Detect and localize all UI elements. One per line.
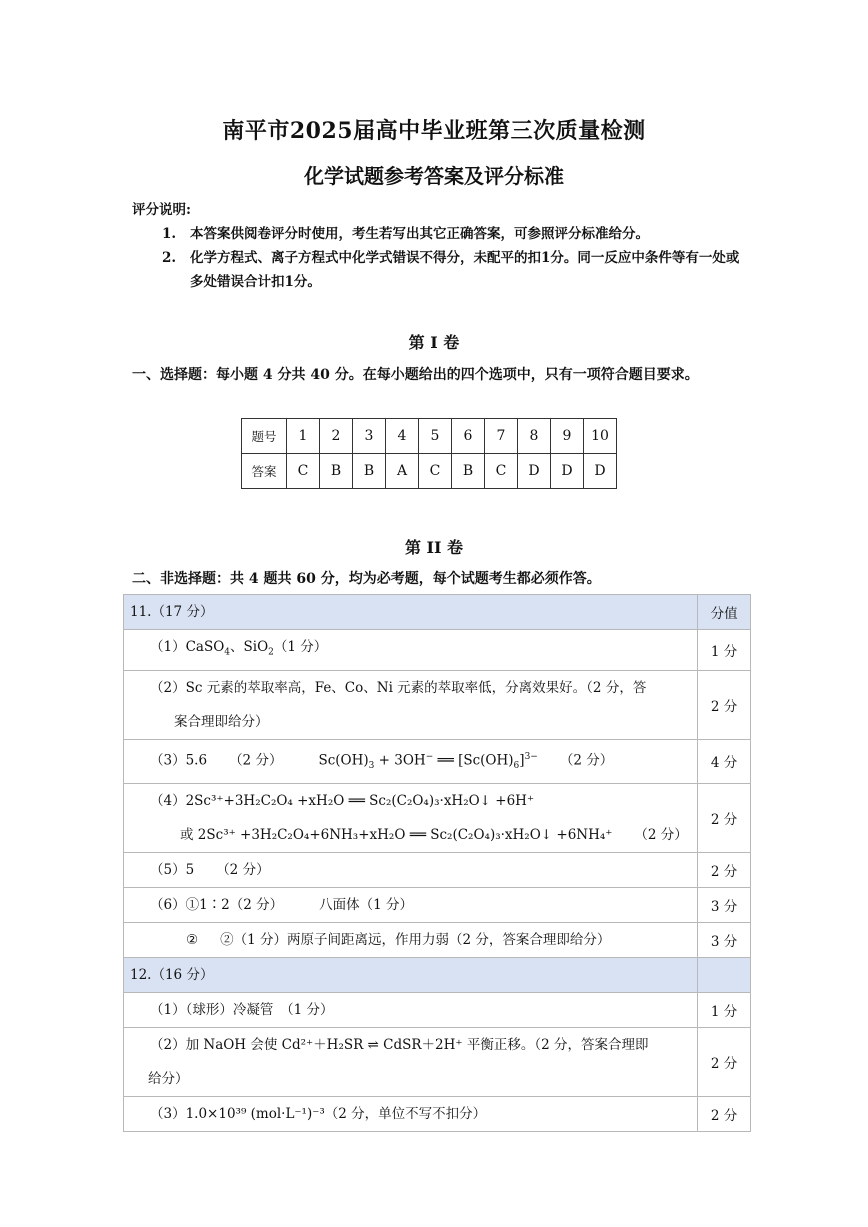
scoring-notes — [132, 198, 752, 294]
table-row — [124, 887, 751, 922]
table-row — [124, 922, 751, 957]
question-number: 2 — [320, 419, 353, 454]
table-row — [124, 1096, 751, 1131]
answer-text: （6）①1∶2（2 分） 八面体（1 分） — [150, 896, 414, 913]
question-number: 7 — [485, 419, 518, 454]
score-cell: 3 分 — [698, 922, 751, 957]
score-cell: 2 分 — [698, 670, 751, 739]
part1-heading: 一、选择题：每小题 4 分共 40 分。在每小题给出的四个选项中，只有一项符合题目要求。 — [132, 367, 699, 383]
answer-text: （2）Sc 元素的萃取率高，Fe、Co、Ni 元素的萃取率低，分离效果好。（2 分，答 案合理即给分） — [150, 679, 647, 730]
note-number: 2. — [162, 250, 177, 266]
page-subtitle: 化学试题参考答案及评分标准 — [304, 164, 564, 188]
part2-title: 第 II 卷 — [404, 538, 464, 557]
score-cell: 1 分 — [698, 630, 751, 671]
question-header-row — [124, 957, 751, 992]
question-number: 8 — [518, 419, 551, 454]
table-row — [124, 1027, 751, 1096]
row-label: 题号 — [242, 419, 287, 454]
part2-heading: 二、非选择题：共 4 题共 60 分，均为必考题，每个试题考生都必须作答。 — [132, 571, 601, 587]
note-item — [132, 222, 752, 246]
scoring-table — [123, 594, 751, 1132]
answer-cell: C — [287, 454, 320, 489]
answer-cell: B — [353, 454, 386, 489]
note-text: 化学方程式、离子方程式中化学式错误不得分，未配平的扣1分。同一反应中条件等有一处或多处错误合计扣1分。 — [190, 250, 740, 290]
answer-text: （4）2Sc³⁺+3H₂C₂O₄ +xH₂O ══ Sc₂(C₂O₄)₃·xH₂O↓ +6H⁺ 或 2Sc³⁺ +3H₂C₂O₄+6NH₃+xH₂O ══ Sc₂(C₂O₄)₃·xH₂O↓ +6NH₄⁺ （2 分） — [150, 792, 688, 843]
question-number: 3 — [353, 419, 386, 454]
answer-text: （1）CaSO$_4$、SiO$_2$（1 分） — [150, 639, 328, 658]
question-number: 5 — [419, 419, 452, 454]
answer-cell: D — [518, 454, 551, 489]
answer-text: （3）1.0×10³⁹ (mol·L⁻¹)⁻³（2 分，单位不写不扣分） — [150, 1105, 487, 1122]
question-number: 10 — [584, 419, 617, 454]
score-cell: 2 分 — [698, 783, 751, 852]
score-cell: 2 分 — [698, 1027, 751, 1096]
answer-table-row-answers — [242, 454, 617, 489]
answer-cell: A — [386, 454, 419, 489]
answer-cell: B — [452, 454, 485, 489]
answer-cell: D — [584, 454, 617, 489]
table-row — [124, 992, 751, 1027]
answer-cell: C — [419, 454, 452, 489]
score-cell: 4 分 — [698, 739, 751, 783]
table-row — [124, 630, 751, 671]
table-row — [124, 852, 751, 887]
page-title: 南平市2025届高中毕业班第三次质量检测 — [222, 118, 646, 144]
part1-title: 第 I 卷 — [408, 333, 460, 352]
score-cell: 2 分 — [698, 852, 751, 887]
note-number: 1. — [162, 226, 177, 242]
score-cell: 1 分 — [698, 992, 751, 1027]
answer-text: （1）（球形）冷凝管 （1 分） — [150, 1001, 334, 1018]
question-header-row — [124, 595, 751, 630]
question-number: 9 — [551, 419, 584, 454]
answer-cell: D — [551, 454, 584, 489]
table-row — [124, 783, 751, 852]
answer-cell: B — [320, 454, 353, 489]
question-number: 4 — [386, 419, 419, 454]
question-number: 6 — [452, 419, 485, 454]
answer-text: （2）加 NaOH 会使 Cd²⁺＋H₂SR ⇌ CdSR＋2H⁺ 平衡正移。（2 分，答案合理即 给分） — [148, 1036, 649, 1087]
note-item — [132, 246, 752, 294]
table-row — [124, 739, 751, 783]
table-row — [124, 670, 751, 739]
answer-text: （3）5.6 （2 分） $Sc(OH)_3 + 3OH^-$ ══ $[Sc(OH)_6]^{3-}$ （2 分） — [150, 751, 614, 771]
question-header: 11.（17 分） — [130, 604, 214, 620]
answer-text: （5）5 （2 分） — [150, 861, 270, 878]
score-cell: 2 分 — [698, 1096, 751, 1131]
question-number: 1 — [287, 419, 320, 454]
question-header: 12.（16 分） — [130, 966, 214, 983]
note-text: 本答案供阅卷评分时使用，考生若写出其它正确答案，可参照评分标准给分。 — [190, 226, 649, 242]
answer-table-row-numbers — [242, 419, 617, 454]
row-label: 答案 — [242, 454, 287, 489]
score-cell: 3 分 — [698, 887, 751, 922]
answer-table — [241, 418, 617, 489]
answer-cell: C — [485, 454, 518, 489]
notes-heading: 评分说明: — [132, 202, 191, 218]
answer-text: ② ②（1 分）两原子间距离远，作用力弱（2 分，答案合理即给分） — [186, 931, 611, 948]
score-column-header: 分值 — [698, 595, 751, 630]
score-column-header-empty — [698, 957, 751, 992]
